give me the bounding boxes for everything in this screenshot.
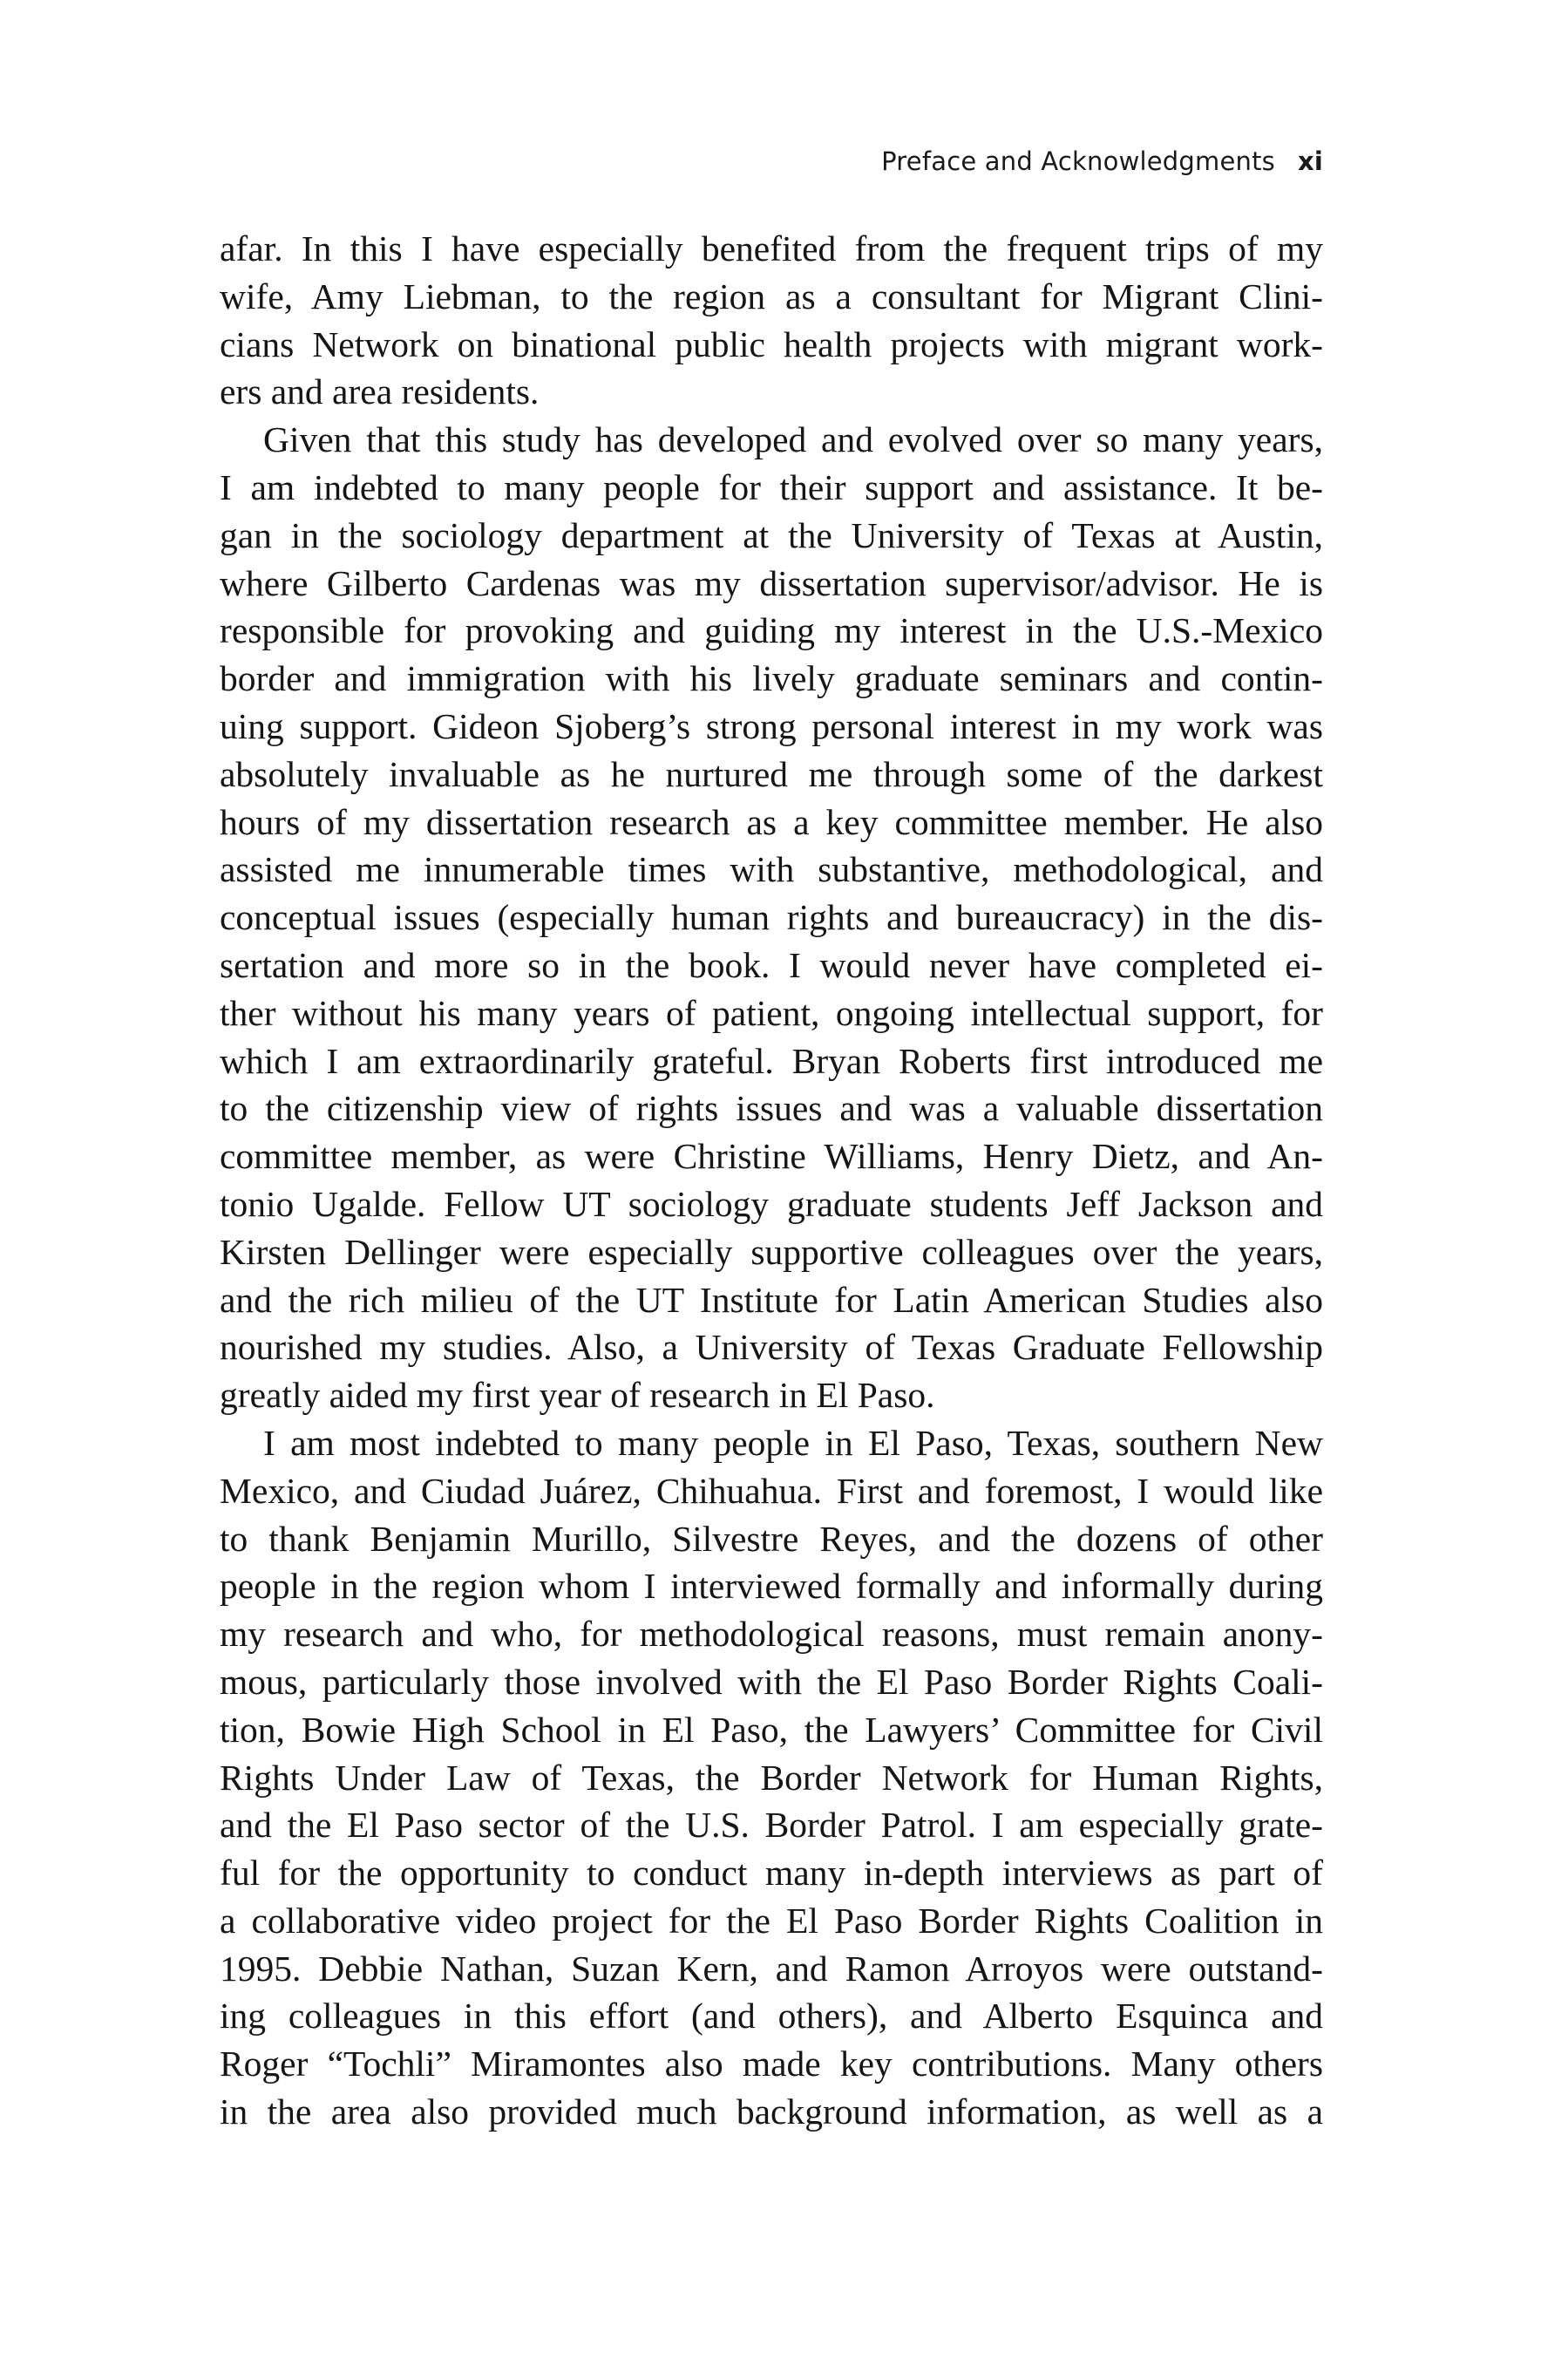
text-line: and the El Paso sector of the U.S. Border Patrol. I am especially grate-: [220, 1805, 1323, 1846]
text-line: sertation and more so in the book. I would never have completed ei-: [220, 944, 1323, 985]
text-line: in the area also provided much background information, as well as a: [220, 2091, 1323, 2132]
running-head: [881, 146, 1323, 176]
text-line: I am most indebted to many people in El Paso, Texas, southern New: [263, 1422, 1323, 1463]
text-line: to the citizenship view of rights issues and was a valuable dissertation: [220, 1088, 1323, 1129]
text-line: Kirsten Dellinger were especially supportive colleagues over the years,: [220, 1231, 1323, 1272]
running-head-title: Preface and Acknowledgments: [881, 146, 1275, 176]
text-line: Given that this study has developed and evolved over so many years,: [263, 419, 1323, 460]
text-line: a collaborative video project for the El Paso Border Rights Coalition in: [220, 1900, 1323, 1941]
text-line: Roger “Tochli” Miramontes also made key contributions. Many others: [220, 2044, 1323, 2084]
text-line: tonio Ugalde. Fellow UT sociology graduate students Jeff Jackson and: [220, 1183, 1323, 1224]
text-line: Mexico, and Ciudad Juárez, Chihuahua. First and foremost, I would like: [220, 1470, 1323, 1511]
text-line: afar. In this I have especially benefited from the frequent trips of my: [220, 228, 1323, 269]
text-line: where Gilberto Cardenas was my dissertation supervisor/advisor. He is: [220, 562, 1323, 603]
text-line: mous, particularly those involved with the El Paso Border Rights Coali-: [220, 1661, 1323, 1702]
text-line: hours of my dissertation research as a key committee member. He also: [220, 801, 1323, 842]
text-line: committee member, as were Christine Williams, Henry Dietz, and An-: [220, 1136, 1323, 1177]
text-line: gan in the sociology department at the University of Texas at Austin,: [220, 514, 1323, 555]
text-line: 1995. Debbie Nathan, Suzan Kern, and Ramon Arroyos were outstand-: [220, 1948, 1323, 1989]
page-number: xi: [1297, 146, 1323, 176]
body-text: [220, 225, 1323, 2136]
text-line: greatly aided my first year of research in El Paso.: [220, 1375, 935, 1416]
text-line: cians Network on binational public health projects with migrant work-: [220, 323, 1323, 364]
text-line: ers and area residents.: [220, 371, 540, 412]
text-line: which I am extraordinarily grateful. Bryan Roberts first introduced me: [220, 1040, 1323, 1081]
text-line: Rights Under Law of Texas, the Border Network for Human Rights,: [220, 1757, 1323, 1798]
text-line: I am indebted to many people for their support and assistance. It be-: [220, 466, 1323, 507]
text-line: absolutely invaluable as he nurtured me through some of the darkest: [220, 753, 1323, 794]
text-line: uing support. Gideon Sjoberg’s strong personal interest in my work was: [220, 705, 1323, 746]
text-line: conceptual issues (especially human rights and bureaucracy) in the dis-: [220, 897, 1323, 938]
text-line: my research and who, for methodological reasons, must remain anony-: [220, 1614, 1323, 1655]
text-line: people in the region whom I interviewed formally and informally during: [220, 1566, 1323, 1607]
text-line: nourished my studies. Also, a University of Texas Graduate Fellowship: [220, 1327, 1323, 1368]
text-line: ther without his many years of patient, ongoing intellectual support, for: [220, 992, 1323, 1033]
text-line: wife, Amy Liebman, to the region as a consultant for Migrant Clini-: [220, 275, 1323, 316]
text-line: ing colleagues in this effort (and others), and Alberto Esquinca and: [220, 1996, 1323, 2037]
text-line: to thank Benjamin Murillo, Silvestre Reyes, and the dozens of other: [220, 1518, 1323, 1559]
text-line: responsible for provoking and guiding my interest in the U.S.-Mexico: [220, 610, 1323, 651]
text-line: and the rich milieu of the UT Institute for Latin American Studies also: [220, 1279, 1323, 1320]
text-line: border and immigration with his lively graduate seminars and contin-: [220, 658, 1323, 699]
text-line: ful for the opportunity to conduct many in-depth interviews as part of: [220, 1853, 1323, 1894]
text-line: assisted me innumerable times with substantive, methodological, and: [220, 849, 1323, 890]
text-line: tion, Bowie High School in El Paso, the Lawyers’ Committee for Civil: [220, 1709, 1323, 1750]
